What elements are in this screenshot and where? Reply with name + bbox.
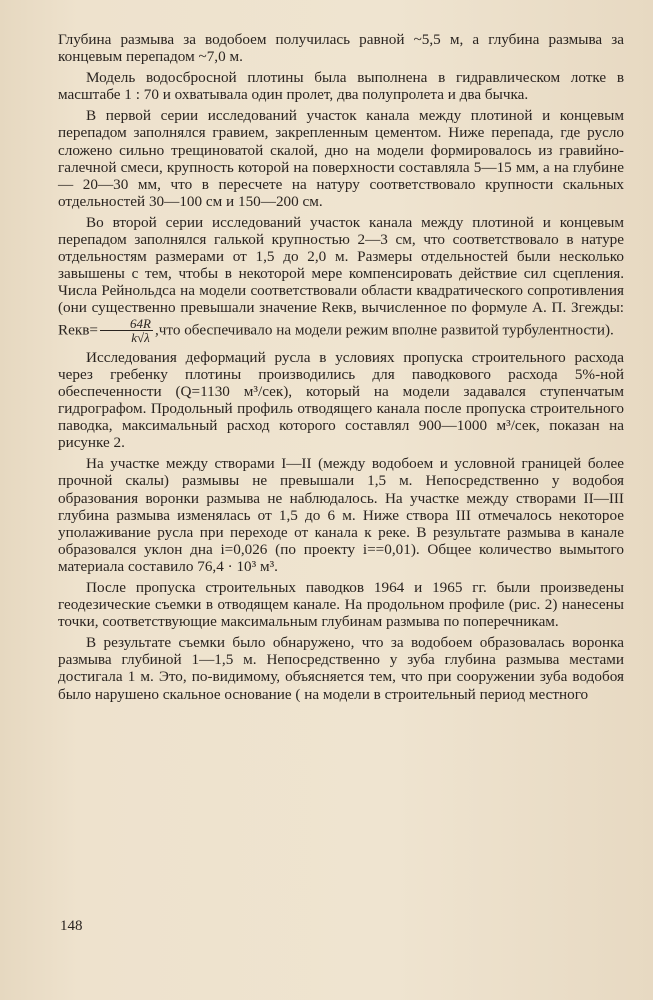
paragraph-5: Исследования деформаций русла в условиях пропуска строительного расхода через гребенку плотины производились для паводкового расхода 5%-ной обеспеченности (Q=1130 м³/сек), который на модели задавался ступенчатым гидрографом. Продольный профиль отводящего канала после пропуска строительного паводка, максимальный расход которого составлял 900—1000 м³/сек, показан на рисунке 2. xyxy=(58,348,624,452)
reynolds-formula xyxy=(100,317,153,345)
paragraph-1: Глубина размыва за водобоем получилась равной ~5,5 м, а глубина размыва за концевым перепадом ~7,0 м. xyxy=(58,31,624,66)
paragraph-4 xyxy=(58,214,624,345)
paragraph-8: В результате съемки было обнаружено, что за водобоем образовалась воронка размыва глубиной 1—1,5 м. Непосредственно у зуба глубина размыва местами достигала 1 м. Это, по-видимому, объясняется тем, что при сооружении зуба водобоя было нарушено скальное основание ( на модели в строительный период местного xyxy=(58,634,624,703)
body-text xyxy=(58,31,624,703)
formula-denominator: k√λ xyxy=(131,330,150,346)
paragraph-3: В первой серии исследований участок канала между плотиной и концевым перепадом заполнялся гравием, закрепленным цементом. Ниже перепада, где русло сложено сильно трещиноватой скалой, дно на модели формировалось из гравийно-галечной смеси, крупность которой на поверхности составляла 5—15 мм, а на глубине — 20—30 мм, что в пересчете на натуру соответствовало крупности скальных отдельностей 30—100 см и 150—200 см. xyxy=(58,107,624,210)
paragraph-4-text-after: ,что обеспечивало на модели режим вполне развитой турбулентности). xyxy=(154,321,614,339)
formula-numerator: 64R xyxy=(100,317,153,332)
paragraph-2: Модель водосбросной плотины была выполнена в гидравлическом лотке в масштабе 1 : 70 и охватывала один пролет, два полупролета и два бычка. xyxy=(58,69,624,104)
paragraph-4-text-before: Во второй серии исследований участок канала между плотиной и концевым перепадом заполнялся галькой крупностью 2—3 см, что соответствовало в натуре отдельностям размерами от 1,5 до 2,0 м. Размеры отдельностей были несколько завышены с тем, чтобы в некоторой мере компенсировать действие сил сцепления. Числа Рейнольдса на модели соответствовали области квадратического сопротивления (они существенно превышали значение Reкв, вычисленное по формуле А. П. Згежды: Reкв= xyxy=(58,213,624,339)
page-number: 148 xyxy=(60,918,83,934)
paragraph-6: На участке между створами I—II (между водобоем и условной границей более прочной скалы) размывы не превышали 1,5 м. Непосредственно у водобоя образования воронки размыва не наблюдалось. На участке между створами II—III глубина размыва изменялась от 1,5 до 6 м. Ниже створа III отмечалось некоторое уполаживание русла при переходе от канала к реке. В результате размыва в канале образовался уклон дна i=0,026 (по проекту i==0,01). Общее количество вымытого материала составило 76,4 · 10³ м³. xyxy=(58,455,624,575)
paragraph-7: После пропуска строительных паводков 1964 и 1965 гг. были произведены геодезические съемки в отводящем канале. На продольном профиле (рис. 2) нанесены точки, соответствующие максимальным глубинам размыва по поперечникам. xyxy=(58,579,624,631)
